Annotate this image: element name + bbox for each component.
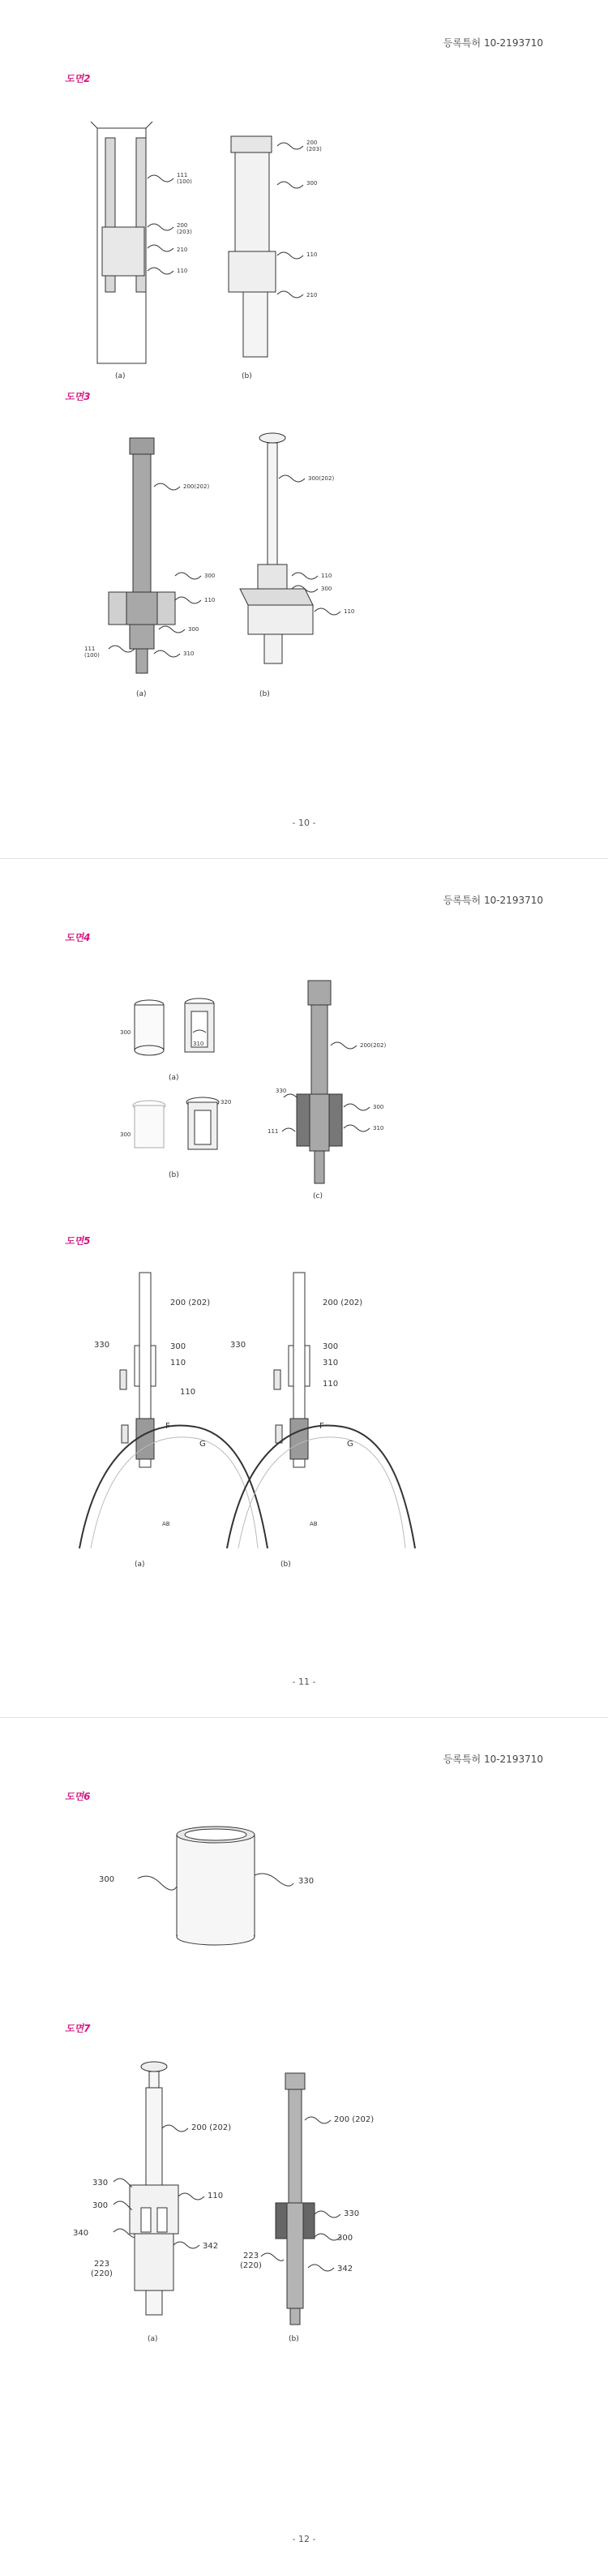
caption: (a) bbox=[148, 2335, 158, 2343]
callout: F bbox=[165, 1422, 170, 1431]
callout: (220) bbox=[240, 2261, 262, 2270]
callout: 110 bbox=[306, 251, 318, 258]
figure-label: 도면7 bbox=[65, 2023, 91, 2034]
callout: 300 bbox=[337, 2234, 353, 2243]
callout: 340 bbox=[73, 2229, 89, 2238]
callout: 200(202) bbox=[183, 483, 210, 490]
callout: 330 bbox=[344, 2209, 360, 2218]
page-number: - 12 - bbox=[292, 2534, 316, 2544]
callout: 330 bbox=[276, 1088, 287, 1094]
figure-2-drawing bbox=[0, 97, 608, 389]
figure-7-drawing bbox=[0, 2042, 608, 2399]
callout: (100) bbox=[177, 178, 192, 185]
callout: 300 bbox=[321, 586, 332, 592]
callout: (203) bbox=[306, 146, 322, 152]
callout: 310 bbox=[373, 1125, 384, 1131]
figure-label: 도면5 bbox=[65, 1235, 91, 1247]
caption: (b) bbox=[289, 2335, 299, 2343]
callout: 110 bbox=[180, 1388, 196, 1397]
callout: 300(202) bbox=[308, 475, 335, 482]
callout: 300 bbox=[99, 1875, 115, 1884]
callout: 300 bbox=[92, 2201, 109, 2210]
page-header: 등록특허 10-2193710 bbox=[443, 895, 543, 906]
caption: (b) bbox=[242, 372, 252, 380]
callout: 310 bbox=[193, 1041, 204, 1047]
callout: 310 bbox=[183, 650, 195, 657]
callout: 111 bbox=[268, 1128, 279, 1135]
callout: 320 bbox=[221, 1099, 232, 1106]
callout: 300 bbox=[204, 573, 216, 579]
caption: (c) bbox=[313, 1192, 323, 1200]
callout: 342 bbox=[337, 2265, 353, 2273]
callout: 300 bbox=[323, 1342, 339, 1351]
caption: (a) bbox=[136, 690, 147, 698]
caption: (b) bbox=[280, 1561, 291, 1569]
callout: 210 bbox=[306, 292, 318, 298]
callout: AB bbox=[310, 1521, 318, 1527]
page-number: - 10 - bbox=[292, 818, 316, 828]
page-header: 등록특허 10-2193710 bbox=[443, 37, 543, 49]
callout: 110 bbox=[208, 2192, 224, 2200]
callout: 110 bbox=[204, 597, 216, 603]
figure-4-drawing bbox=[0, 948, 608, 1224]
callout: 342 bbox=[203, 2242, 219, 2251]
page-header: 등록특허 10-2193710 bbox=[443, 1754, 543, 1765]
callout: 223 bbox=[94, 2260, 110, 2269]
callout: 300 bbox=[188, 626, 199, 633]
callout: 200 (202) bbox=[191, 2123, 232, 2132]
callout: 330 bbox=[92, 2179, 109, 2187]
callout: AB bbox=[162, 1521, 170, 1527]
callout: 330 bbox=[298, 1877, 315, 1886]
callout: (220) bbox=[91, 2269, 113, 2278]
patent-page-12 bbox=[0, 1718, 608, 2576]
callout: 210 bbox=[177, 247, 188, 253]
callout: 200 (202) bbox=[170, 1299, 211, 1307]
callout: (100) bbox=[84, 652, 100, 659]
callout: 110 bbox=[323, 1380, 339, 1389]
patent-page-10 bbox=[0, 0, 608, 858]
callout: 300 bbox=[120, 1131, 131, 1138]
callout: 200 (202) bbox=[334, 2115, 375, 2124]
callout: 330 bbox=[94, 1341, 110, 1350]
caption: (a) bbox=[135, 1561, 145, 1569]
page-number: - 11 - bbox=[292, 1677, 316, 1687]
callout: 200 (202) bbox=[323, 1299, 363, 1307]
callout: G bbox=[199, 1440, 206, 1449]
callout: 300 bbox=[373, 1104, 384, 1110]
caption: (a) bbox=[169, 1074, 179, 1082]
figure-5-drawing bbox=[0, 1256, 608, 1569]
callout: 300 bbox=[170, 1342, 186, 1351]
figure-label: 도면3 bbox=[65, 391, 91, 402]
callout: 300 bbox=[120, 1029, 131, 1036]
figure-3-drawing bbox=[0, 414, 608, 706]
patent-page-11 bbox=[0, 859, 608, 1717]
caption: (a) bbox=[115, 372, 126, 380]
callout: 200 bbox=[306, 140, 318, 146]
callout: 330 bbox=[230, 1341, 246, 1350]
callout: 300 bbox=[306, 180, 318, 187]
callout: 200(202) bbox=[360, 1042, 387, 1049]
caption: (b) bbox=[259, 690, 270, 698]
callout: 200 bbox=[177, 222, 188, 229]
callout: 110 bbox=[344, 608, 355, 615]
callout: 223 bbox=[243, 2252, 259, 2260]
callout: 110 bbox=[321, 573, 332, 579]
figure-label: 도면6 bbox=[65, 1791, 91, 1802]
callout: G bbox=[347, 1440, 353, 1449]
caption: (b) bbox=[169, 1171, 179, 1179]
callout: F bbox=[319, 1422, 324, 1431]
figure-6-drawing bbox=[0, 1823, 608, 1986]
callout: (203) bbox=[177, 229, 192, 235]
callout: 111 bbox=[177, 172, 188, 178]
callout: 110 bbox=[177, 268, 188, 274]
callout: 110 bbox=[170, 1359, 186, 1367]
callout: 310 bbox=[323, 1359, 339, 1367]
figure-label: 도면4 bbox=[65, 932, 91, 943]
figure-label: 도면2 bbox=[65, 73, 91, 84]
callout: 111 bbox=[84, 646, 96, 652]
